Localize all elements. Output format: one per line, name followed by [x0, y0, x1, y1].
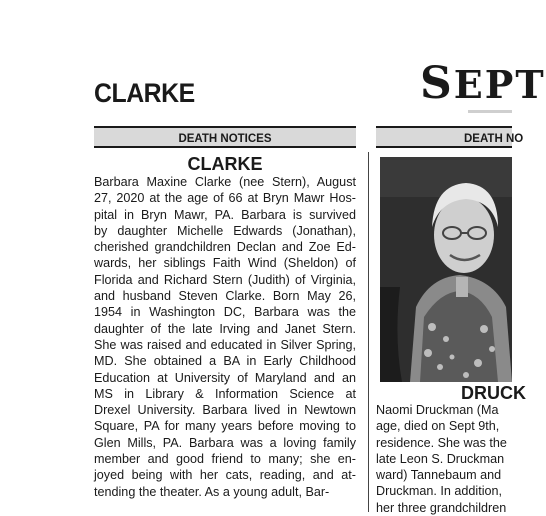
notice-line: She was raised and educated in Silver Spring, [94, 337, 356, 352]
notice-line: tending the theater. As a young adult, Bar- [94, 484, 330, 499]
page-headline: CLARKE [94, 78, 195, 108]
notice-line: cherished grandchildren Declan and Zoe Ed- [94, 240, 356, 255]
notice-line: Glen Mills, PA. Barbara was a loving family [94, 435, 356, 450]
notice-line: 27, 2020 at the age of 66 at Bryn Mawr Hos- [94, 191, 356, 206]
notice-line: 1954 in Washington DC, Barbara was the [94, 305, 356, 320]
notice-line: her three grandchildren [376, 500, 507, 515]
notice-line: Square, PA for many years before moving to [94, 419, 356, 434]
notice-line: late Leon S. Druckman [376, 451, 505, 466]
notice-line: Barbara Maxine Clarke (nee Stern), August [94, 175, 356, 189]
notice-line: daughter of the late Irving and Janet Stern. [94, 321, 356, 336]
notice-line: age, died on Sept 9th, [376, 419, 500, 434]
notice-line: MS in Library & Information Science at [94, 386, 356, 401]
column-divider [368, 152, 369, 512]
notice-line: joyed being with her cats, reading, and at- [94, 468, 356, 483]
notice-line: wards, her siblings Faith Wind (Sheldon) of [94, 256, 356, 271]
notice-body-druckman [376, 402, 512, 516]
notice-name-clarke: CLARKE [187, 154, 263, 174]
notice-line: Druckman. In addition, [376, 484, 502, 499]
masthead-month [420, 58, 546, 109]
portrait-illustration [380, 157, 512, 382]
notice-line: Drexel University. Barbara lived in Newtown [94, 403, 356, 418]
notice-line: residence. She was the [376, 435, 507, 450]
masthead-rest: EPT [453, 62, 546, 107]
notice-line: ward) Tannebaum and [376, 468, 502, 483]
section-bar-death-notices: DEATH NOTICES [94, 126, 356, 148]
notice-line: MD. She obtained a BA in Early Childhood [94, 354, 356, 369]
notice-line: and husband Steven Clarke. Born May 26, [94, 289, 356, 304]
notice-line: Florida and Richard Stern (Judith) of Virginia, [94, 272, 356, 287]
portrait-photo [380, 157, 512, 382]
section-bar-death-notices-right: DEATH NO [376, 126, 512, 148]
notice-line: member and good friend to many; she en- [94, 452, 356, 467]
masthead-underline [468, 110, 512, 113]
notice-body-clarke [94, 174, 356, 500]
notice-line: pital in Bryn Mawr, PA. Barbara is survived [94, 207, 356, 222]
notice-name-druckman: DRUCK [461, 383, 526, 403]
notice-line: Naomi Druckman (Ma [376, 403, 499, 417]
masthead-initial: S [420, 58, 454, 109]
notice-line: Education at University of Maryland and an [94, 370, 356, 385]
notice-line: by daughter Michelle Edwards (Jonathan), [94, 223, 356, 238]
